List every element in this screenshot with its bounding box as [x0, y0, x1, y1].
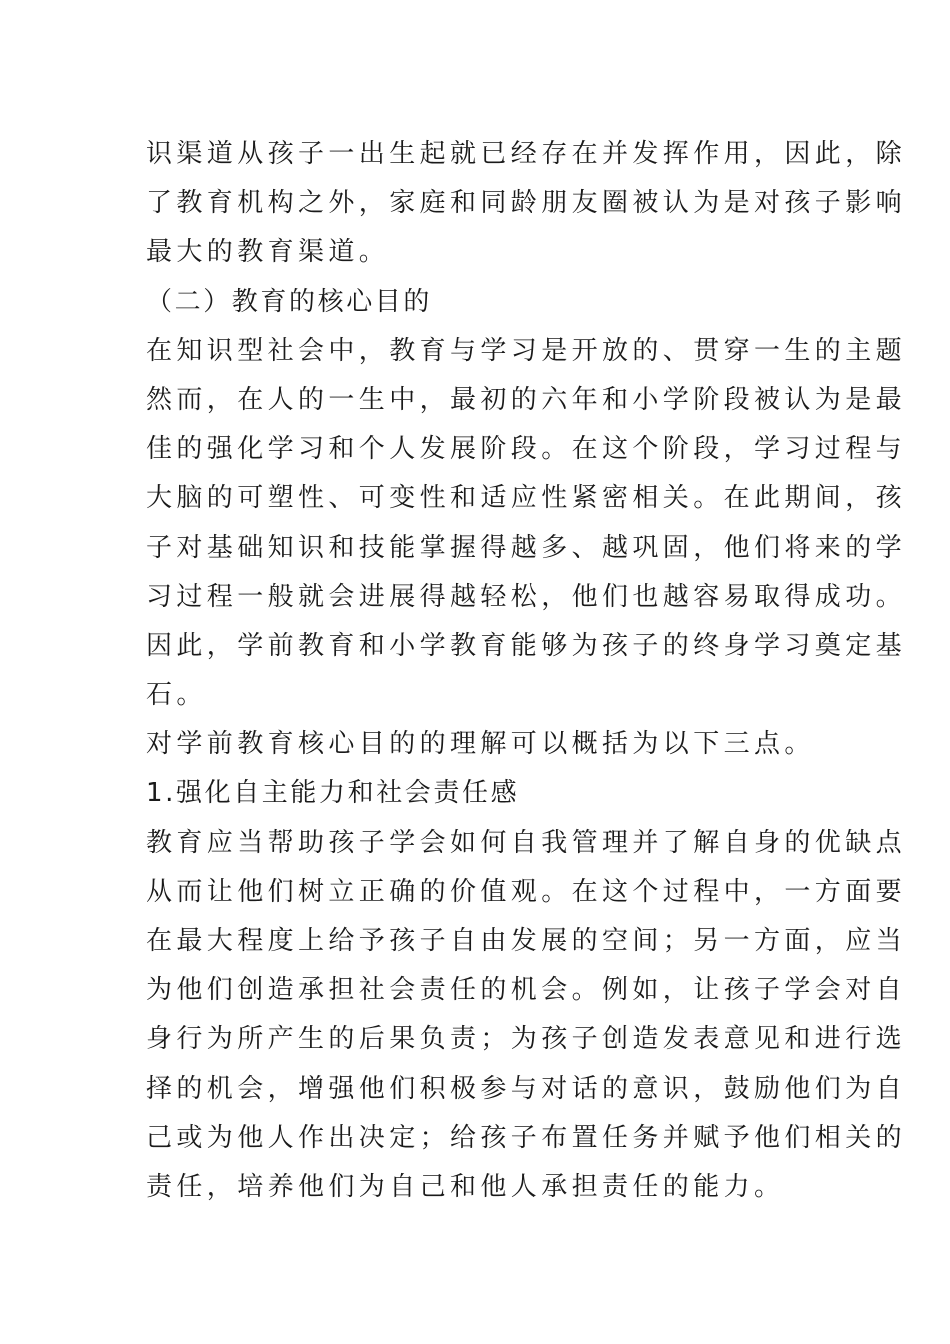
text-line: 责任，培养他们为自己和他人承担责任的能力。 [146, 1171, 785, 1202]
subsection-heading: 1.强化自主能力和社会责任感 [146, 778, 520, 809]
text-line: 教育应当帮助孩子学会如何自我管理并了解自身的优缺点 [146, 827, 907, 858]
section-heading: （二）教育的核心目的 [146, 286, 433, 317]
text-line: 为他们创造承担社会责任的机会。例如，让孩子学会对自 [146, 975, 907, 1006]
text-line: 了教育机构之外，家庭和同龄朋友圈被认为是对孩子影响 [146, 188, 907, 219]
text-line: 识渠道从孩子一出生起就已经存在并发挥作用，因此，除 [146, 139, 907, 169]
text-line: 择的机会，增强他们积极参与对话的意识，鼓励他们为自 [146, 1073, 907, 1104]
text-line: 身行为所产生的后果负责；为孩子创造发表意见和进行选 [146, 1024, 907, 1055]
text-line: 习过程一般就会进展得越轻松，他们也越容易取得成功。 [146, 581, 907, 612]
text-line: 对学前教育核心目的的理解可以概括为以下三点。 [146, 729, 815, 760]
text-line: 最大的教育渠道。 [146, 237, 390, 268]
text-line: 在知识型社会中，教育与学习是开放的、贯穿一生的主题 [146, 335, 907, 366]
text-line: 大脑的可塑性、可变性和适应性紧密相关。在此期间，孩 [146, 483, 907, 514]
text-line: 在最大程度上给予孩子自由发展的空间；另一方面，应当 [146, 926, 907, 956]
document-body [146, 130, 907, 1212]
text-line: 石。 [146, 680, 207, 711]
text-line: 从而让他们树立正确的价值观。在这个过程中，一方面要 [146, 876, 907, 907]
text-line: 因此，学前教育和小学教育能够为孩子的终身学习奠定基 [146, 630, 907, 661]
text-line: 己或为他人作出决定；给孩子布置任务并赋予他们相关的 [146, 1122, 907, 1153]
text-line: 佳的强化学习和个人发展阶段。在这个阶段，学习过程与 [146, 434, 907, 465]
text-line: 然而，在人的一生中，最初的六年和小学阶段被认为是最 [146, 384, 907, 415]
text-line: 子对基础知识和技能掌握得越多、越巩固，他们将来的学 [146, 532, 907, 563]
